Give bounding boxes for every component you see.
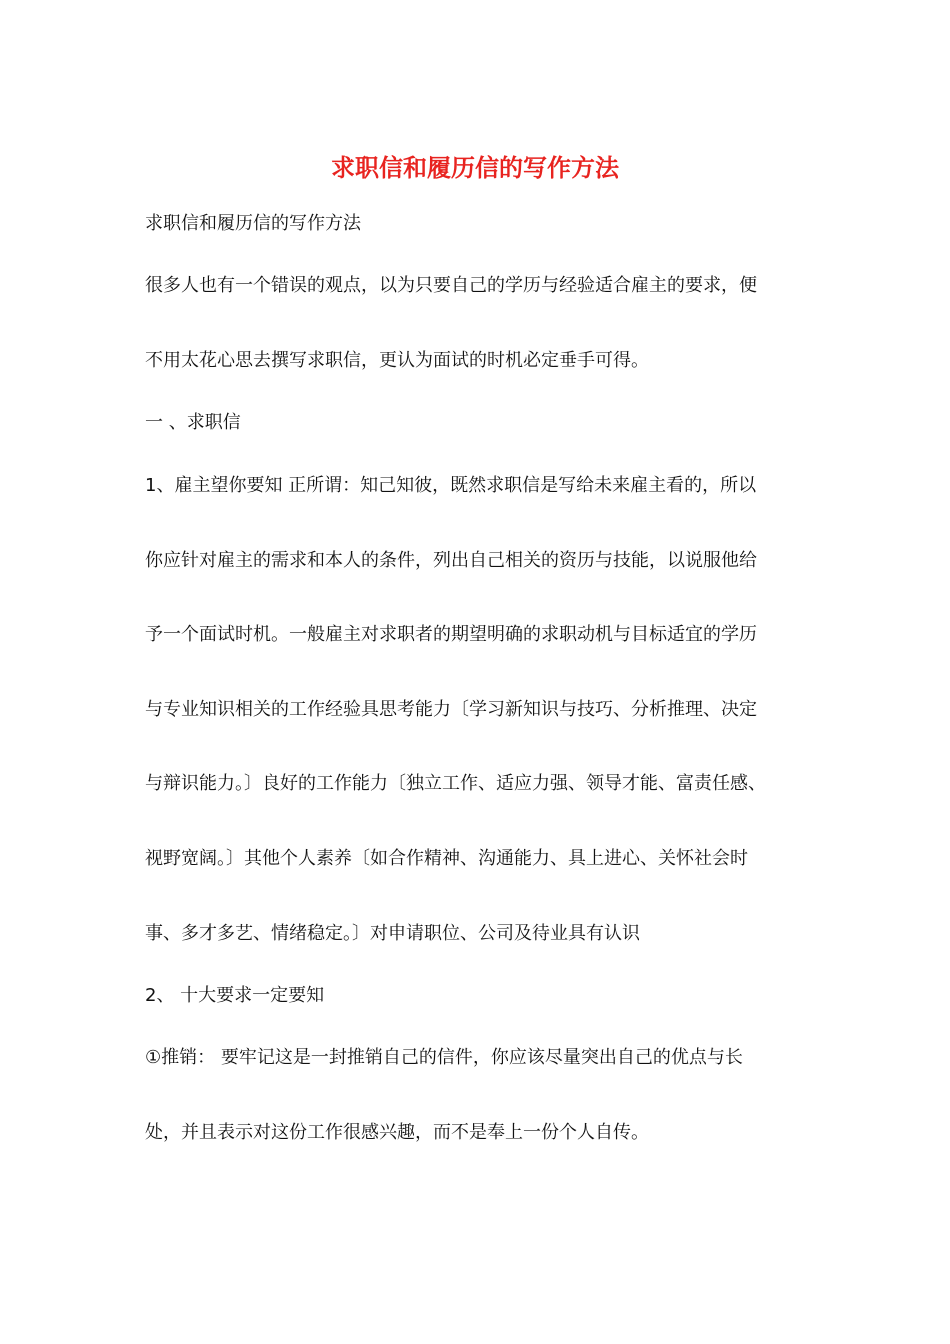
subtitle-line: 求职信和履历信的写作方法 [145, 213, 361, 234]
body-line: 很多人也有一个错误的观点，以为只要自己的学历与经验适合雇主的要求，便 [145, 275, 757, 296]
body-line: ①推销： 要牢记这是一封推销自己的信件，你应该尽量突出自己的优点与长 [145, 1047, 743, 1068]
body-line: 视野宽阔。〕其他个人素养〔如合作精神、沟通能力、具上进心、关怀社会时 [145, 848, 748, 869]
body-line: 事、多才多艺、情绪稳定。〕对申请职位、公司及待业具有认识 [145, 923, 640, 944]
body-line: 你应针对雇主的需求和本人的条件，列出自己相关的资历与技能，以说服他给 [145, 550, 757, 571]
body-line: 不用太花心思去撰写求职信，更认为面试的时机必定垂手可得。 [145, 350, 649, 371]
body-line: 与专业知识相关的工作经验具思考能力〔学习新知识与技巧、分析推理、决定 [145, 699, 757, 720]
section-heading: 一 、求职信 [145, 412, 241, 433]
subsection-heading: 2、 十大要求一定要知 [145, 985, 325, 1006]
body-line: 处，并且表示对这份工作很感兴趣，而不是奉上一份个人自传。 [145, 1122, 649, 1143]
body-line: 予一个面试时机。一般雇主对求职者的期望明确的求职动机与目标适宜的学历 [145, 624, 757, 645]
body-line: 1、雇主望你要知 正所谓：知己知彼，既然求职信是写给未来雇主看的，所以 [145, 475, 757, 496]
document-title: 求职信和履历信的写作方法 [331, 153, 619, 182]
body-line: 与辩识能力。〕良好的工作能力〔独立工作、适应力强、领导才能、富责任感、 [145, 773, 766, 794]
